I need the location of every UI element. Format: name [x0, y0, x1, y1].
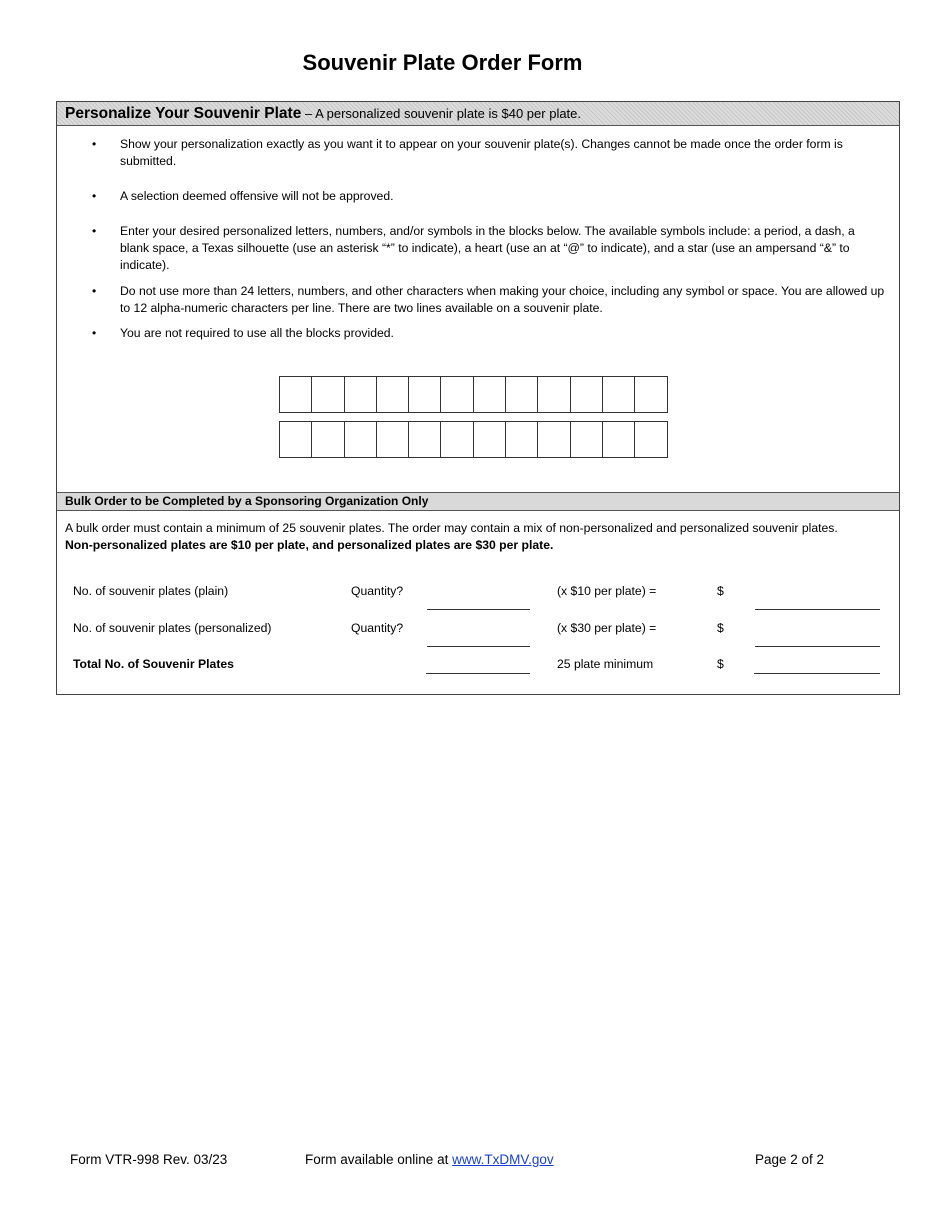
- plain-amount-field[interactable]: [755, 609, 880, 610]
- character-block[interactable]: [279, 376, 312, 413]
- character-block[interactable]: [505, 376, 538, 413]
- plate-line-2-blocks: [279, 421, 668, 458]
- character-block[interactable]: [408, 376, 441, 413]
- currency-symbol: $: [717, 621, 724, 635]
- character-block[interactable]: [537, 376, 570, 413]
- character-block[interactable]: [570, 421, 603, 458]
- bulk-order-header: Bulk Order to be Completed by a Sponsoring Organization Only: [57, 492, 899, 511]
- character-block[interactable]: [279, 421, 312, 458]
- character-block[interactable]: [344, 421, 377, 458]
- personalize-header-note: – A personalized souvenir plate is $40 per plate.: [301, 106, 582, 121]
- rate-label: (x $30 per plate) =: [557, 621, 657, 635]
- character-block[interactable]: [473, 376, 506, 413]
- list-item: • Do not use more than 24 letters, numbers, and other characters when making your choice, including any symbol or space. You are allowed up to 12 alpha-numeric characters per line. There are two lines available on a souvenir plate.: [92, 284, 885, 315]
- character-block[interactable]: [376, 421, 409, 458]
- character-block[interactable]: [376, 376, 409, 413]
- character-block[interactable]: [473, 421, 506, 458]
- personalized-quantity-field[interactable]: [427, 646, 530, 647]
- personalize-header-title: Personalize Your Souvenir Plate: [65, 105, 302, 122]
- personalized-amount-field[interactable]: [755, 646, 880, 647]
- character-block[interactable]: [440, 376, 473, 413]
- character-block[interactable]: [570, 376, 603, 413]
- bulk-order-intro: A bulk order must contain a minimum of 25 souvenir plates. The order may contain a mix of non-personalized and personalized souvenir plates. Non-personalized plates are $10 per plate, and personalized plates are $30 per plate.: [65, 521, 838, 552]
- page-number: Page 2 of 2: [755, 1152, 825, 1167]
- quantity-label: Quantity?: [351, 584, 404, 598]
- list-item: • You are not required to use all the blocks provided.: [92, 326, 394, 340]
- character-block[interactable]: [311, 421, 344, 458]
- rate-label: (x $10 per plate) =: [557, 584, 657, 598]
- row-label: Total No. of Souvenir Plates: [73, 657, 234, 671]
- form-section-box: [56, 101, 900, 695]
- list-item: • Enter your desired personalized letters, numbers, and/or symbols in the blocks below. The available symbols include: a period, a dash, a blank space, a Texas silhouette (use an asterisk “*” to indicate), a heart (use an at “@” to indicate), and a star (use an ampersand “&” to indicate).: [92, 224, 855, 272]
- character-block[interactable]: [537, 421, 570, 458]
- character-block[interactable]: [602, 421, 635, 458]
- row-label: No. of souvenir plates (plain): [73, 584, 229, 598]
- list-item: • A selection deemed offensive will not be approved.: [92, 189, 394, 203]
- plain-quantity-field[interactable]: [427, 609, 530, 610]
- minimum-note: 25 plate minimum: [557, 657, 654, 671]
- row-label: No. of souvenir plates (personalized): [73, 621, 272, 635]
- character-block[interactable]: [344, 376, 377, 413]
- txdmv-link[interactable]: www.TxDMV.gov: [452, 1152, 554, 1167]
- bulk-pricing-note: Non-personalized plates are $10 per plate, and personalized plates are $30 per plate.: [65, 538, 554, 552]
- form-title: Souvenir Plate Order Form: [302, 50, 583, 75]
- currency-symbol: $: [717, 657, 724, 671]
- quantity-label: Quantity?: [351, 621, 404, 635]
- plate-line-1-blocks: [279, 376, 668, 413]
- total-amount-field[interactable]: [754, 673, 880, 674]
- character-block[interactable]: [311, 376, 344, 413]
- online-availability: Form available online at www.TxDMV.gov: [305, 1152, 554, 1167]
- form-id: Form VTR-998 Rev. 03/23: [70, 1152, 228, 1167]
- character-block[interactable]: [440, 421, 473, 458]
- currency-symbol: $: [717, 584, 724, 598]
- list-item: • Show your personalization exactly as you want it to appear on your souvenir plate(s). Changes cannot be made once the order form is submitted.: [92, 137, 843, 168]
- character-block[interactable]: [505, 421, 538, 458]
- total-quantity-field[interactable]: [426, 673, 530, 674]
- character-block[interactable]: [602, 376, 635, 413]
- character-block[interactable]: [634, 421, 667, 458]
- personalize-header: [57, 102, 899, 126]
- character-block[interactable]: [634, 376, 667, 413]
- character-block[interactable]: [408, 421, 441, 458]
